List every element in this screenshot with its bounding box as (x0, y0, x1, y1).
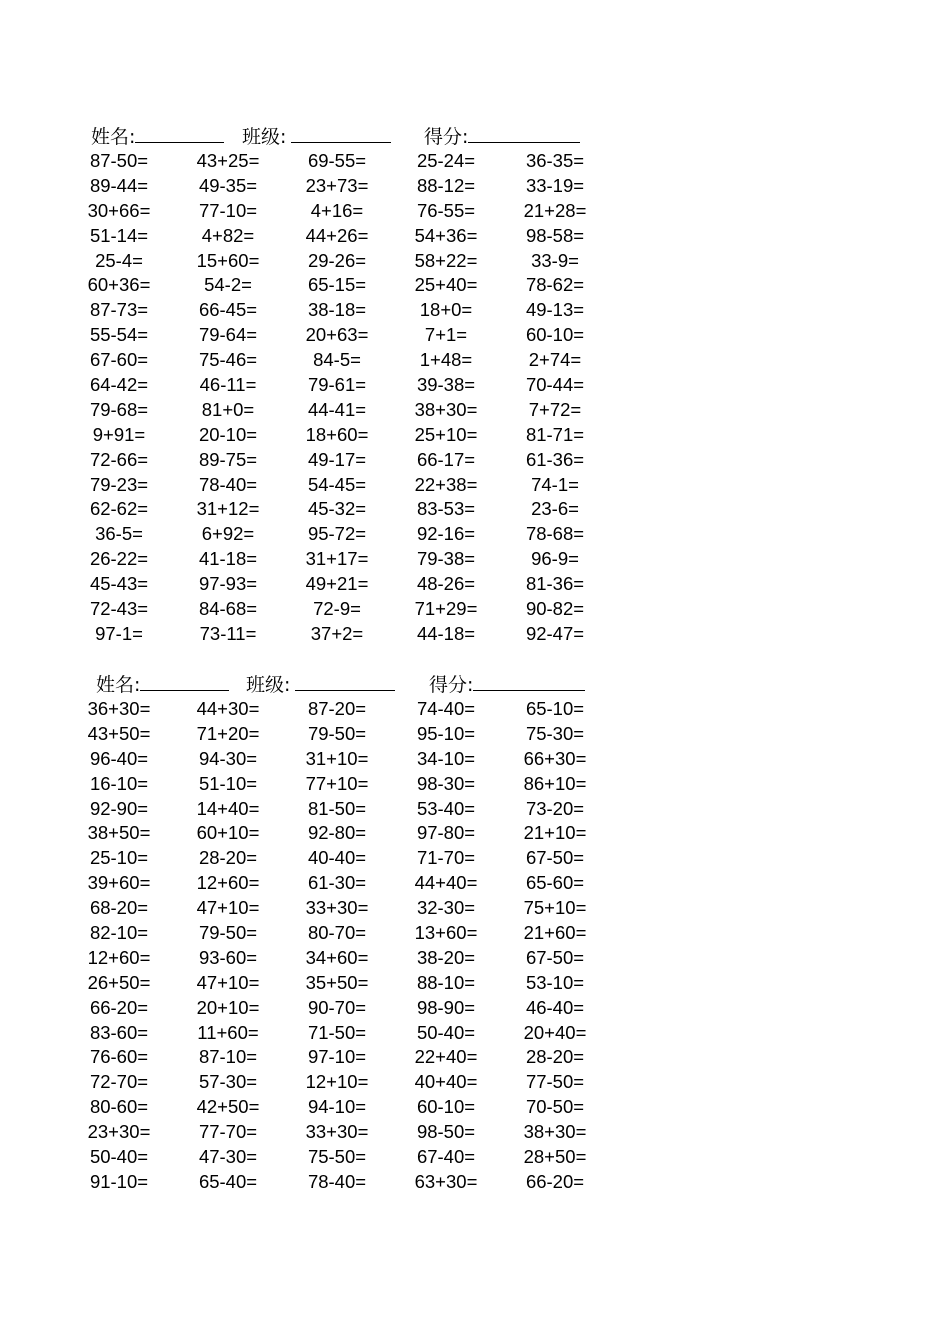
math-problem: 98-50= (416, 1121, 476, 1143)
math-problem: 91-10= (89, 1170, 149, 1192)
math-problem: 94-30= (198, 747, 258, 769)
math-problem: 44+26= (305, 224, 369, 246)
math-problem: 92-47= (525, 622, 585, 644)
math-problem: 40+40= (414, 1071, 478, 1093)
math-problem: 49+21= (305, 573, 369, 595)
math-problem: 92-90= (89, 797, 149, 819)
math-problem: 35+50= (305, 971, 369, 993)
math-problem: 65-40= (198, 1170, 258, 1192)
math-problem: 11+60= (197, 1021, 259, 1043)
math-problem: 2+74= (528, 349, 582, 371)
math-problem: 36+30= (87, 698, 151, 719)
math-problem: 25-4= (95, 249, 143, 271)
math-problem: 78-68= (525, 523, 585, 545)
problem-row (0, 722, 950, 747)
math-problem: 25-24= (416, 150, 476, 171)
name-field[interactable] (91, 122, 224, 149)
math-problem: 80-60= (89, 1096, 149, 1118)
math-problem: 55-54= (89, 324, 149, 346)
math-problem: 49-35= (198, 174, 258, 196)
math-problem: 57-30= (198, 1071, 258, 1093)
math-problem: 54+36= (414, 224, 478, 246)
math-problem: 4+16= (310, 199, 364, 221)
math-problem: 29-26= (307, 249, 367, 271)
math-problem: 97-93= (198, 573, 258, 595)
class-label: 班级: (246, 674, 291, 696)
math-problem: 68-20= (89, 897, 149, 919)
math-problem: 87-50= (89, 150, 149, 171)
math-problem: 79-61= (307, 374, 367, 396)
problem-row (0, 1095, 950, 1120)
score-label: 得分: (424, 126, 469, 148)
math-problem: 20-10= (198, 423, 258, 445)
math-problem: 79-68= (89, 398, 149, 420)
math-problem: 79-64= (198, 324, 258, 346)
problem-row (0, 597, 950, 622)
problem-row (0, 522, 950, 547)
score-field[interactable] (429, 670, 585, 697)
math-problem: 38+30= (523, 1121, 587, 1143)
math-problem: 65-15= (307, 274, 367, 296)
math-problem: 60+10= (196, 822, 260, 844)
math-problem: 32-30= (416, 897, 476, 919)
math-problem: 83-53= (416, 498, 476, 520)
math-problem: 38+30= (414, 398, 478, 420)
math-problem: 46-40= (525, 996, 585, 1018)
math-problem: 86+10= (523, 772, 587, 794)
worksheet-2 (0, 668, 950, 1195)
math-problem: 38+50= (87, 822, 151, 844)
problem-row (0, 423, 950, 448)
problem-row (0, 373, 950, 398)
problem-row (0, 398, 950, 423)
math-problem: 71+29= (414, 598, 478, 620)
math-problem: 97-80= (416, 822, 476, 844)
score-blank[interactable] (473, 672, 585, 691)
math-problem: 79-50= (198, 922, 258, 944)
math-problem: 22+38= (414, 473, 478, 495)
math-problem: 31+12= (196, 498, 260, 520)
math-problem: 37+2= (310, 622, 364, 644)
math-problem: 25+10= (414, 423, 478, 445)
math-problem: 7+1= (424, 324, 468, 346)
math-problem: 44+40= (414, 872, 478, 894)
worksheet-header (0, 120, 950, 149)
math-problem: 44-41= (307, 398, 367, 420)
math-problem: 61-30= (307, 872, 367, 894)
math-problem: 28-20= (525, 1046, 585, 1068)
problem-row (0, 249, 950, 274)
math-problem: 95-72= (307, 523, 367, 545)
math-problem: 96-40= (89, 747, 149, 769)
math-problem: 84-5= (313, 349, 361, 371)
math-problem: 30+66= (87, 199, 151, 221)
math-problem: 49-17= (307, 448, 367, 470)
math-problem: 45-32= (307, 498, 367, 520)
problem-row (0, 846, 950, 871)
math-problem: 47+10= (196, 897, 260, 919)
math-problem: 72-43= (89, 598, 149, 620)
problem-row (0, 697, 950, 722)
math-problem: 23-6= (531, 498, 579, 520)
math-problem: 62-62= (89, 498, 149, 520)
math-problem: 13+60= (414, 922, 478, 944)
math-problem: 71-70= (416, 847, 476, 869)
math-problem: 92-80= (307, 822, 367, 844)
math-problem: 47+10= (196, 971, 260, 993)
problem-grid (0, 149, 950, 647)
math-problem: 40-40= (307, 847, 367, 869)
math-problem: 89-44= (89, 174, 149, 196)
problem-row (0, 497, 950, 522)
math-problem: 36-5= (95, 523, 143, 545)
math-problem: 25+40= (414, 274, 478, 296)
math-problem: 87-73= (89, 299, 149, 321)
math-problem: 94-10= (307, 1096, 367, 1118)
math-problem: 14+40= (196, 797, 260, 819)
problem-row (0, 323, 950, 348)
problem-row (0, 871, 950, 896)
math-problem: 90-70= (307, 996, 367, 1018)
math-problem: 80-70= (307, 922, 367, 944)
math-problem: 78-40= (198, 473, 258, 495)
math-problem: 44+30= (196, 698, 260, 719)
problem-row (0, 921, 950, 946)
class-field[interactable] (242, 122, 391, 149)
math-problem: 12+60= (87, 946, 151, 968)
math-problem: 98-58= (525, 224, 585, 246)
math-problem: 38-20= (416, 946, 476, 968)
math-problem: 44-18= (416, 622, 476, 644)
math-problem: 58+22= (414, 249, 478, 271)
problem-row (0, 1170, 950, 1195)
math-problem: 4+82= (201, 224, 255, 246)
math-problem: 31+17= (305, 548, 369, 570)
problem-row (0, 1045, 950, 1070)
problem-row (0, 971, 950, 996)
problem-row (0, 1021, 950, 1046)
problem-row (0, 547, 950, 572)
class-blank[interactable] (291, 124, 391, 143)
math-problem: 81-50= (307, 797, 367, 819)
name-field[interactable] (96, 670, 229, 697)
math-problem: 54-2= (204, 274, 252, 296)
math-problem: 83-60= (89, 1021, 149, 1043)
math-problem: 74-40= (416, 698, 476, 719)
math-problem: 71-50= (307, 1021, 367, 1043)
name-label: 姓名: (96, 674, 141, 696)
math-problem: 31+10= (305, 747, 369, 769)
math-problem: 25-10= (89, 847, 149, 869)
math-problem: 20+63= (305, 324, 369, 346)
math-problem: 98-90= (416, 996, 476, 1018)
math-problem: 20+40= (523, 1021, 587, 1043)
math-problem: 78-40= (307, 1170, 367, 1192)
problem-row (0, 946, 950, 971)
math-problem: 16-10= (89, 772, 149, 794)
math-problem: 82-10= (89, 922, 149, 944)
math-problem: 96-9= (531, 548, 579, 570)
math-problem: 54-45= (307, 473, 367, 495)
problem-row (0, 896, 950, 921)
math-problem: 7+72= (528, 398, 582, 420)
math-problem: 12+60= (196, 872, 260, 894)
problem-row (0, 199, 950, 224)
math-problem: 89-75= (198, 448, 258, 470)
math-problem: 95-10= (416, 722, 476, 744)
math-problem: 66+30= (523, 747, 587, 769)
math-problem: 21+28= (523, 199, 587, 221)
math-problem: 81-71= (525, 423, 585, 445)
math-problem: 92-16= (416, 523, 476, 545)
problem-row (0, 797, 950, 822)
math-problem: 65-10= (525, 698, 585, 719)
math-problem: 60-10= (525, 324, 585, 346)
problem-grid (0, 697, 950, 1195)
math-problem: 20+10= (196, 996, 260, 1018)
math-problem: 38-18= (307, 299, 367, 321)
math-problem: 53-40= (416, 797, 476, 819)
math-problem: 87-20= (307, 698, 367, 719)
math-problem: 77-10= (198, 199, 258, 221)
math-problem: 93-60= (198, 946, 258, 968)
math-problem: 36-35= (525, 150, 585, 171)
math-problem: 97-1= (95, 622, 143, 644)
math-problem: 60-10= (416, 1096, 476, 1118)
math-problem: 81+0= (201, 398, 255, 420)
math-problem: 79-38= (416, 548, 476, 570)
math-problem: 76-55= (416, 199, 476, 221)
class-label: 班级: (242, 126, 287, 148)
math-problem: 75+10= (523, 897, 587, 919)
math-problem: 39-38= (416, 374, 476, 396)
math-problem: 97-10= (307, 1046, 367, 1068)
problem-row (0, 1070, 950, 1095)
math-problem: 72-66= (89, 448, 149, 470)
problem-row (0, 224, 950, 249)
class-field[interactable] (246, 670, 395, 697)
math-problem: 21+10= (523, 822, 587, 844)
math-problem: 48-26= (416, 573, 476, 595)
math-problem: 72-9= (313, 598, 361, 620)
math-problem: 50-40= (89, 1146, 149, 1168)
math-problem: 88-12= (416, 174, 476, 196)
math-problem: 65-60= (525, 872, 585, 894)
math-problem: 84-68= (198, 598, 258, 620)
math-problem: 26-22= (89, 548, 149, 570)
math-problem: 45-43= (89, 573, 149, 595)
score-blank[interactable] (468, 124, 580, 143)
math-problem: 33-9= (531, 249, 579, 271)
math-problem: 28+50= (523, 1146, 587, 1168)
problem-row (0, 448, 950, 473)
problem-row (0, 572, 950, 597)
math-problem: 51-10= (198, 772, 258, 794)
math-problem: 47-30= (198, 1146, 258, 1168)
problem-row (0, 1145, 950, 1170)
name-blank[interactable] (140, 672, 229, 691)
math-problem: 76-60= (89, 1046, 149, 1068)
math-problem: 12+10= (305, 1071, 369, 1093)
math-problem: 6+92= (201, 523, 255, 545)
math-problem: 81-36= (525, 573, 585, 595)
math-problem: 90-82= (525, 598, 585, 620)
math-problem: 23+73= (305, 174, 369, 196)
math-problem: 34-10= (416, 747, 476, 769)
math-problem: 46-11= (199, 374, 257, 396)
math-problem: 77+10= (305, 772, 369, 794)
math-problem: 50-40= (416, 1021, 476, 1043)
math-problem: 98-30= (416, 772, 476, 794)
problem-row (0, 821, 950, 846)
math-problem: 18+60= (305, 423, 369, 445)
math-problem: 74-1= (531, 473, 579, 495)
problem-row (0, 622, 950, 647)
name-blank[interactable] (135, 124, 224, 143)
math-problem: 49-13= (525, 299, 585, 321)
math-problem: 60+36= (87, 274, 151, 296)
math-problem: 41-18= (198, 548, 258, 570)
math-problem: 75-30= (525, 722, 585, 744)
math-problem: 21+60= (523, 922, 587, 944)
math-problem: 67-40= (416, 1146, 476, 1168)
math-problem: 28-20= (198, 847, 258, 869)
math-problem: 33-19= (525, 174, 585, 196)
math-problem: 26+50= (87, 971, 151, 993)
math-problem: 53-10= (525, 971, 585, 993)
math-problem: 15+60= (196, 249, 260, 271)
math-problem: 88-10= (416, 971, 476, 993)
math-problem: 61-36= (525, 448, 585, 470)
math-problem: 22+40= (414, 1046, 478, 1068)
problem-row (0, 747, 950, 772)
math-problem: 63+30= (414, 1170, 478, 1192)
math-problem: 79-50= (307, 722, 367, 744)
math-problem: 72-70= (89, 1071, 149, 1093)
math-problem: 69-55= (307, 150, 367, 171)
math-problem: 71+20= (196, 722, 260, 744)
problem-row (0, 273, 950, 298)
math-problem: 64-42= (89, 374, 149, 396)
math-problem: 39+60= (87, 872, 151, 894)
score-field[interactable] (424, 122, 580, 149)
math-problem: 77-70= (198, 1121, 258, 1143)
math-problem: 66-20= (525, 1170, 585, 1192)
math-problem: 33+30= (305, 1121, 369, 1143)
math-problem: 79-23= (89, 473, 149, 495)
problem-row (0, 149, 950, 174)
worksheet-1 (0, 120, 950, 647)
problem-row (0, 772, 950, 797)
math-problem: 51-14= (89, 224, 149, 246)
math-problem: 73-11= (199, 622, 257, 644)
math-problem: 66-20= (89, 996, 149, 1018)
math-problem: 66-45= (198, 299, 258, 321)
math-problem: 1+48= (419, 349, 473, 371)
worksheet-header (0, 668, 950, 697)
math-problem: 70-44= (525, 374, 585, 396)
problem-row (0, 174, 950, 199)
math-problem: 33+30= (305, 897, 369, 919)
math-problem: 75-46= (198, 349, 258, 371)
math-problem: 43+25= (196, 150, 260, 171)
math-problem: 75-50= (307, 1146, 367, 1168)
problem-row (0, 996, 950, 1021)
math-problem: 9+91= (92, 423, 146, 445)
math-problem: 67-60= (89, 349, 149, 371)
math-problem: 67-50= (525, 847, 585, 869)
problem-row (0, 473, 950, 498)
score-label: 得分: (429, 674, 474, 696)
math-problem: 77-50= (525, 1071, 585, 1093)
math-problem: 42+50= (196, 1096, 260, 1118)
math-problem: 87-10= (198, 1046, 258, 1068)
problem-row (0, 1120, 950, 1145)
class-blank[interactable] (295, 672, 395, 691)
name-label: 姓名: (91, 126, 136, 148)
math-problem: 18+0= (419, 299, 473, 321)
math-problem: 23+30= (87, 1121, 151, 1143)
math-problem: 67-50= (525, 946, 585, 968)
math-problem: 70-50= (525, 1096, 585, 1118)
problem-row (0, 348, 950, 373)
math-problem: 73-20= (525, 797, 585, 819)
math-problem: 34+60= (305, 946, 369, 968)
math-problem: 43+50= (87, 722, 151, 744)
problem-row (0, 298, 950, 323)
math-problem: 78-62= (525, 274, 585, 296)
math-problem: 66-17= (416, 448, 476, 470)
